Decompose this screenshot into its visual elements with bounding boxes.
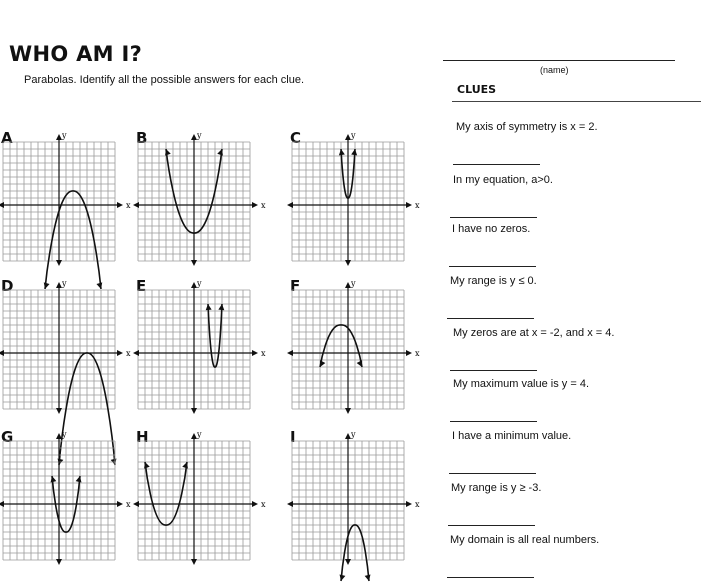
y-axis-arrow-down-icon xyxy=(56,559,62,565)
x-axis-label: x xyxy=(261,201,266,210)
answer-line-7[interactable] xyxy=(449,473,536,474)
y-axis-arrow-down-icon xyxy=(345,260,351,266)
graph-e xyxy=(134,280,266,420)
y-axis-label: y xyxy=(62,279,67,288)
y-axis-arrow-down-icon xyxy=(191,260,197,266)
x-axis-label: x xyxy=(415,349,420,358)
answer-line-6[interactable] xyxy=(450,421,537,422)
x-axis-arrow-icon xyxy=(406,501,412,507)
answer-line-4[interactable] xyxy=(447,318,534,319)
y-axis-arrow-down-icon xyxy=(191,559,197,565)
graph-g xyxy=(0,431,131,571)
y-axis-label: y xyxy=(351,131,356,140)
x-axis-arrow-icon xyxy=(252,350,258,356)
x-axis-arrow-icon xyxy=(252,501,258,507)
x-axis-arrow-left-icon xyxy=(287,350,293,356)
x-axis-label: x xyxy=(126,349,131,358)
y-axis-arrow-down-icon xyxy=(345,408,351,414)
graph-letter-e: E xyxy=(136,277,147,295)
worksheet-title: WHO AM I? xyxy=(9,42,143,66)
x-axis-label: x xyxy=(126,201,131,210)
x-axis-arrow-left-icon xyxy=(133,202,139,208)
x-axis-arrow-left-icon xyxy=(0,501,4,507)
clue-9: My domain is all real numbers. xyxy=(450,534,600,546)
answer-line-5[interactable] xyxy=(450,370,537,371)
graph-a xyxy=(0,132,131,272)
y-axis-arrow-down-icon xyxy=(56,408,62,414)
name-label: (name) xyxy=(540,65,569,75)
x-axis-arrow-left-icon xyxy=(0,202,4,208)
y-axis-label: y xyxy=(197,131,202,140)
graph-c xyxy=(288,132,420,272)
graph-letter-f: F xyxy=(290,277,301,295)
y-axis-arrow-down-icon xyxy=(56,260,62,266)
name-line xyxy=(443,60,675,61)
x-axis-arrow-left-icon xyxy=(287,202,293,208)
clue-5: My zeros are at x = -2, and x = 4. xyxy=(453,327,615,339)
graph-letter-c: C xyxy=(290,129,302,147)
parabola-arrow-left-icon xyxy=(205,304,212,311)
y-axis-label: y xyxy=(351,430,356,439)
x-axis-arrow-icon xyxy=(406,350,412,356)
x-axis-label: x xyxy=(261,349,266,358)
parabola-arrow-right-icon xyxy=(218,304,225,311)
graph-letter-a: A xyxy=(1,129,13,147)
y-axis-arrow-down-icon xyxy=(345,559,351,565)
answer-line-8[interactable] xyxy=(448,525,535,526)
x-axis-arrow-icon xyxy=(406,202,412,208)
instructions: Parabolas. Identify all the possible answers for each clue. xyxy=(24,74,305,86)
graph-letter-g: G xyxy=(1,428,14,446)
answer-line-1[interactable] xyxy=(453,164,540,165)
clue-3: I have no zeros. xyxy=(452,223,531,235)
graph-f xyxy=(288,280,420,420)
x-axis-label: x xyxy=(415,500,420,509)
x-axis-arrow-left-icon xyxy=(0,350,4,356)
clues-heading: CLUES xyxy=(457,83,497,96)
graph-i xyxy=(288,431,420,571)
x-axis-arrow-left-icon xyxy=(133,350,139,356)
clue-8: My range is y ≥ -3. xyxy=(451,482,542,494)
x-axis-arrow-icon xyxy=(252,202,258,208)
y-axis-arrow-down-icon xyxy=(191,408,197,414)
x-axis-label: x xyxy=(126,500,131,509)
clue-2: In my equation, a>0. xyxy=(453,174,553,186)
graph-h xyxy=(134,431,266,571)
x-axis-label: x xyxy=(261,500,266,509)
clue-6: My maximum value is y = 4. xyxy=(453,378,590,390)
graph-letter-b: B xyxy=(136,129,148,147)
graph-letter-i: I xyxy=(290,428,296,446)
graph-letter-d: D xyxy=(1,277,14,295)
y-axis-label: y xyxy=(197,279,202,288)
y-axis-label: y xyxy=(351,279,356,288)
answer-line-2[interactable] xyxy=(450,217,537,218)
clues-rule xyxy=(452,101,701,102)
answer-line-9[interactable] xyxy=(447,577,534,578)
answer-line-3[interactable] xyxy=(449,266,536,267)
y-axis-label: y xyxy=(197,430,202,439)
x-axis-label: x xyxy=(415,201,420,210)
y-axis-label: y xyxy=(62,131,67,140)
graph-d xyxy=(0,280,131,420)
x-axis-arrow-left-icon xyxy=(287,501,293,507)
x-axis-arrow-icon xyxy=(117,350,123,356)
graph-b xyxy=(134,132,266,272)
clue-4: My range is y ≤ 0. xyxy=(450,275,537,287)
y-axis-label: y xyxy=(62,430,67,439)
graph-letter-h: H xyxy=(136,428,149,446)
x-axis-arrow-icon xyxy=(117,202,123,208)
clue-1: My axis of symmetry is x = 2. xyxy=(456,121,598,133)
x-axis-arrow-left-icon xyxy=(133,501,139,507)
clue-7: I have a minimum value. xyxy=(452,430,572,442)
x-axis-arrow-icon xyxy=(117,501,123,507)
